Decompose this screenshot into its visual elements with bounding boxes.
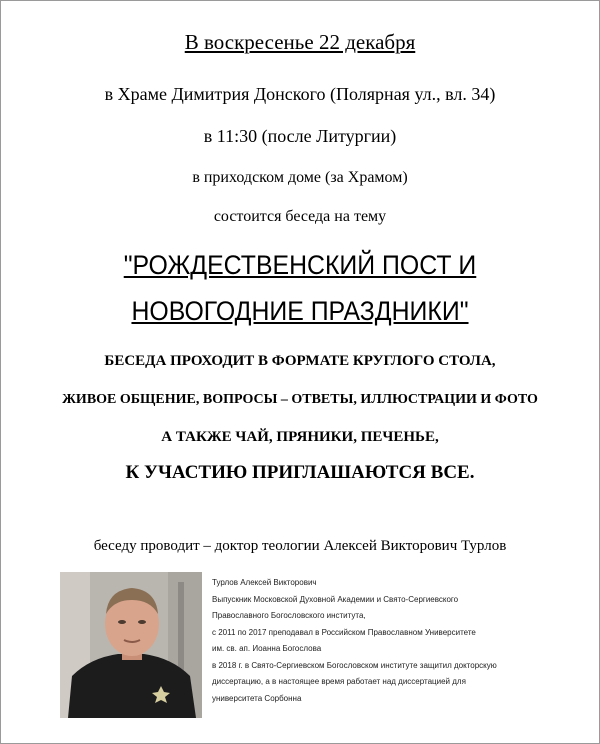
event-place: в Храме Димитрия Донского (Полярная ул., вл. 34): [104, 84, 496, 104]
format-line-1: БЕСЕДА ПРОХОДИТ В ФОРМАТЕ КРУГЛОГО СТОЛА,: [104, 353, 496, 369]
topic-intro: состоится беседа на тему: [213, 208, 387, 225]
speaker-bio: [212, 575, 572, 707]
bio-line: диссертацию, а в настоящее время работает над диссертацией для: [212, 677, 466, 686]
bio-line: им. св. ап. Иоанна Богослова: [212, 644, 322, 653]
bio-line: Выпускник Московской Духовной Академии и Свято-Сергиевского: [212, 594, 459, 604]
topic-title-line-1: "РОЖДЕСТВЕНСКИЙ ПОСТ И: [123, 250, 477, 280]
format-line-2: ЖИВОЕ ОБЩЕНИЕ, ВОПРОСЫ – ОТВЕТЫ, ИЛЛЮСТРАЦИИ И ФОТО: [62, 392, 538, 407]
topic-title-line-2: НОВОГОДНИЕ ПРАЗДНИКИ": [131, 296, 469, 326]
speaker-photo: [60, 572, 202, 718]
format-line-3: А ТАКЖЕ ЧАЙ, ПРЯНИКИ, ПЕЧЕНЬЕ,: [161, 429, 439, 445]
event-location-detail: в приходском доме (за Храмом): [192, 169, 408, 186]
event-date: В воскресенье 22 декабря: [184, 30, 416, 54]
speaker-line: беседу проводит – доктор теологии Алексей Викторович Турлов: [93, 538, 507, 554]
speaker-portrait-illustration: [60, 572, 202, 718]
bio-line: университета Сорбонна: [212, 693, 302, 703]
event-time: в 11:30 (после Литургии): [203, 126, 397, 146]
bio-line: Турлов Алексей Викторович: [212, 578, 317, 587]
invitation: К УЧАСТИЮ ПРИГЛАШАЮТСЯ ВСЕ.: [125, 462, 475, 483]
bio-line: в 2018 г. в Свято-Сергиевском Богословском институте защитил докторскую: [212, 660, 497, 670]
bio-line: Православного Богословского института,: [212, 611, 366, 620]
bio-line: с 2011 по 2017 преподавал в Российском Православном Университете: [212, 627, 476, 637]
